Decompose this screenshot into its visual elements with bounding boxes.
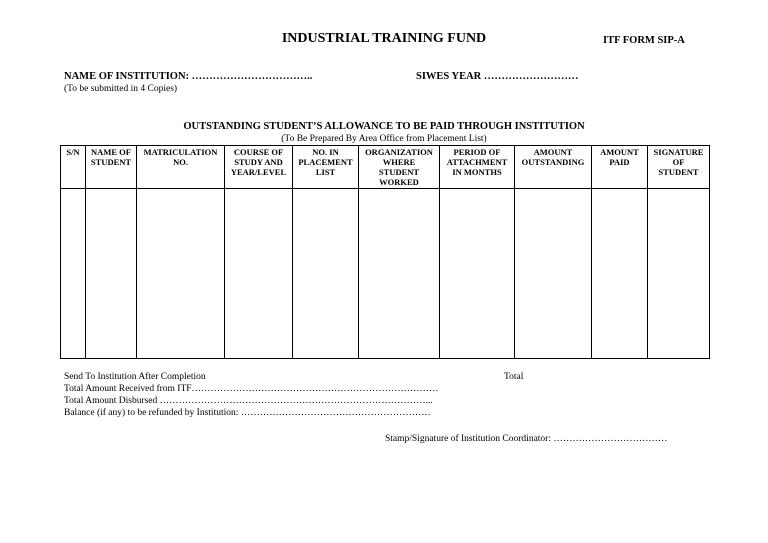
header-line: WHERE [382, 157, 416, 167]
table-cell[interactable] [137, 189, 225, 359]
copies-note: (To be submitted in 4 Copies) [64, 84, 178, 94]
header-line: OUTSTANDING [521, 157, 585, 167]
header-line: SIGNATURE [653, 147, 704, 157]
balance-refund-field[interactable]: Balance (if any) to be refunded by Institution: …………………………………………………… [64, 408, 431, 418]
table-cell[interactable] [440, 189, 515, 359]
table-cell[interactable] [293, 189, 359, 359]
header-line: COURSE OF [233, 147, 284, 157]
header-line: MATRICULATION [143, 147, 218, 157]
header-line: ATTACHMENT [446, 157, 508, 167]
table-cell[interactable] [592, 189, 648, 359]
header-line: NO. [173, 157, 188, 167]
column-header-period-of-attachment [440, 146, 515, 189]
header-line: STUDY AND [234, 157, 283, 167]
table-cell[interactable] [359, 189, 440, 359]
column-header-matriculation-no [137, 146, 225, 189]
header-line: S/N [66, 147, 80, 157]
table-cell[interactable] [61, 189, 86, 359]
header-line: ORGANIZATION [365, 147, 433, 157]
column-header-organization [359, 146, 440, 189]
section-heading: OUTSTANDING STUDENT’S ALLOWANCE TO BE PAID THROUGH INSTITUTION [183, 121, 585, 132]
institution-name-field[interactable]: NAME OF INSTITUTION: …………………………….. [64, 71, 313, 82]
header-line: WORKED [379, 177, 419, 187]
column-header-sn [61, 146, 86, 189]
header-line: NAME OF [91, 147, 131, 157]
column-header-placement-list-no [293, 146, 359, 189]
header-line: STUDENT [378, 167, 420, 177]
section-note: (To Be Prepared By Area Office from Placement List) [281, 134, 487, 144]
header-line: OF [672, 157, 685, 167]
header-line: PERIOD OF [453, 147, 501, 157]
coordinator-signature-field[interactable]: Stamp/Signature of Institution Coordinator: ……………………………… [385, 434, 668, 444]
table-cell[interactable] [86, 189, 137, 359]
total-received-field[interactable]: Total Amount Received from ITF…………………………………………………………………… [64, 384, 439, 394]
header-line: STUDENT [658, 167, 699, 177]
siwes-year-field[interactable]: SIWES YEAR ……………………… [416, 71, 579, 82]
total-label: Total [504, 372, 524, 382]
table-cell[interactable] [225, 189, 293, 359]
header-line: STUDENT [90, 157, 132, 167]
header-line: IN MONTHS [452, 167, 502, 177]
allowance-table [60, 145, 710, 359]
column-header-name-of-student [86, 146, 137, 189]
header-line: PAID [609, 157, 630, 167]
header-line: PLACEMENT [298, 157, 353, 167]
header-line: AMOUNT [600, 147, 639, 157]
header-line: NO. IN [312, 147, 339, 157]
table-row [61, 189, 710, 359]
header-line: LIST [315, 167, 336, 177]
table-cell[interactable] [515, 189, 592, 359]
column-header-course-of-study [225, 146, 293, 189]
total-disbursed-field[interactable]: Total Amount Disbursed …………………………………………………………………………... [64, 396, 433, 406]
column-header-amount-paid [592, 146, 648, 189]
send-to-institution-note: Send To Institution After Completion [64, 372, 206, 382]
table-cell[interactable] [648, 189, 710, 359]
form-code: ITF FORM SIP-A [603, 35, 685, 46]
column-header-amount-outstanding [515, 146, 592, 189]
form-title: INDUSTRIAL TRAINING FUND [281, 31, 487, 46]
column-header-signature [648, 146, 710, 189]
table-header-row [61, 146, 710, 189]
header-line: AMOUNT [533, 147, 573, 157]
header-line: YEAR/LEVEL [230, 167, 287, 177]
